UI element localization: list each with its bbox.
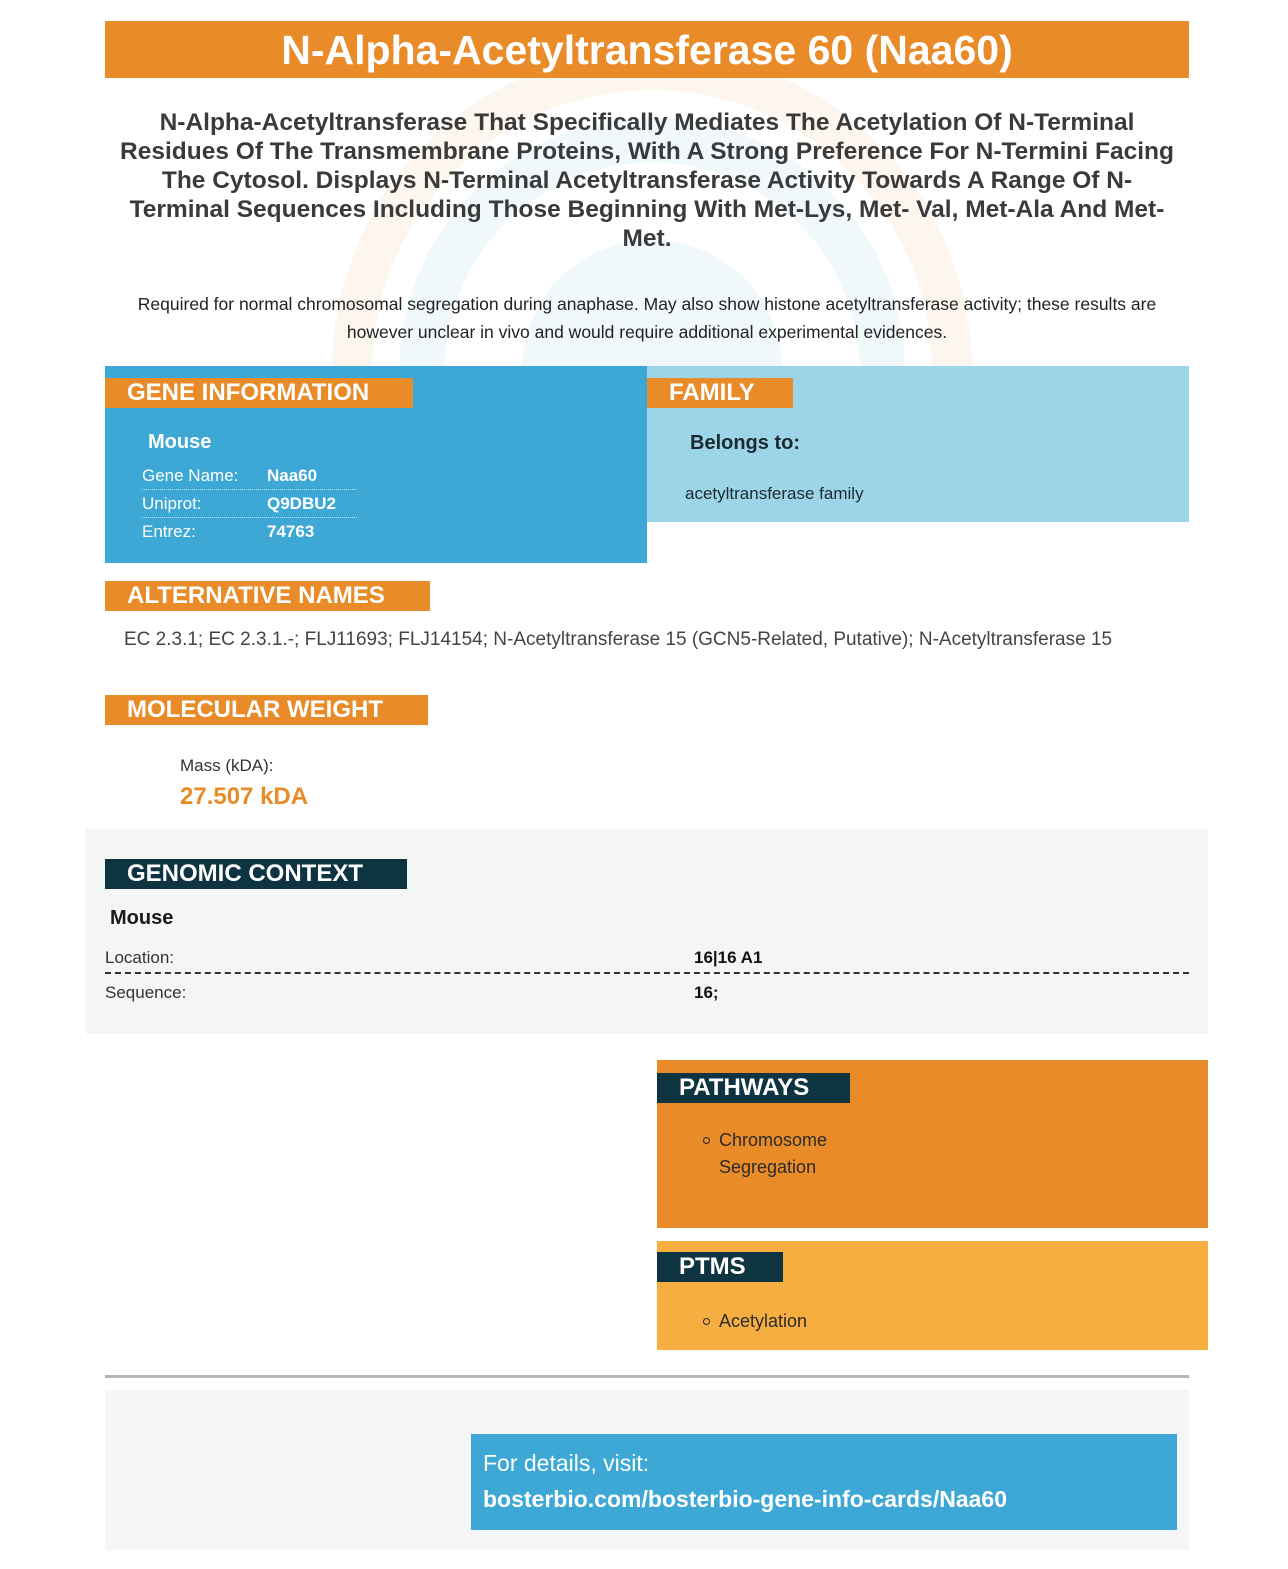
pathway-item: [719, 1127, 869, 1181]
ptms-panel: [657, 1241, 1208, 1350]
circle-bullet-icon: [703, 1137, 710, 1144]
ptms-heading: PTMS: [657, 1252, 783, 1282]
gene-name-value: Naa60: [267, 466, 318, 485]
location-label: Location:: [105, 948, 174, 967]
sequence-row: [105, 979, 1189, 1007]
gene-information-panel: [105, 366, 647, 563]
family-value: acetyltransferase family: [685, 484, 864, 503]
genomic-context-heading: GENOMIC CONTEXT: [105, 859, 407, 889]
location-row: [105, 944, 1189, 974]
protein-function-summary: N-Alpha-Acetyltransferase That Specifically Mediates The Acetylation Of N-Terminal Residues Of The Transmembrane Proteins, With A Strong Preference For N-Termini Facing The Cytosol. Displays N-Terminal Acetyltransferase Activity Towards A Range Of N-Terminal Sequences Including Those Beginning With Met-Lys, Met- Val, Met-Ala And Met-Met.: [120, 109, 1174, 252]
mass-value: 27.507 kDA: [180, 783, 309, 810]
location-value: 16|16 A1: [694, 948, 763, 967]
gene-name-label: Gene Name:: [142, 466, 239, 485]
genomic-species: Mouse: [110, 907, 174, 929]
pathways-heading: PATHWAYS: [657, 1073, 850, 1103]
gene-info-table: [142, 462, 357, 545]
entrez-value: 74763: [267, 522, 315, 541]
ptm-item: [719, 1308, 869, 1335]
alternative-names-heading: ALTERNATIVE NAMES: [105, 581, 430, 611]
uniprot-value: Q9DBU2: [267, 494, 336, 513]
pathway-item-label: Chromosome Segregation: [719, 1130, 828, 1177]
details-link-box[interactable]: [471, 1434, 1177, 1530]
molecular-weight-heading: MOLECULAR WEIGHT: [105, 695, 428, 725]
ptm-item-label: Acetylation: [719, 1311, 808, 1331]
gene-name-row: [142, 462, 357, 490]
details-url-link[interactable]: bosterbio.com/bosterbio-gene-info-cards/Naa60: [483, 1486, 1007, 1512]
circle-bullet-icon: [703, 1318, 710, 1325]
sequence-value: 16;: [694, 983, 719, 1002]
entrez-label: Entrez:: [142, 522, 196, 541]
page-title: N-Alpha-Acetyltransferase 60 (Naa60): [105, 21, 1189, 78]
belongs-to-label: Belongs to:: [690, 432, 800, 454]
protein-description: Required for normal chromosomal segregation during anaphase. May also show histone acetyltransferase activity; these results are however unclear in vivo and would require additional experimental evidences.: [137, 294, 1157, 342]
genomic-context-panel: [86, 829, 1208, 1034]
uniprot-label: Uniprot:: [142, 494, 202, 513]
entrez-row: [142, 518, 357, 545]
family-panel: [647, 366, 1189, 522]
mass-label: Mass (kDA):: [180, 756, 274, 775]
section-divider: [105, 1375, 1189, 1378]
gene-species: Mouse: [148, 431, 212, 453]
gene-information-heading: GENE INFORMATION: [105, 378, 413, 408]
family-heading: FAMILY: [647, 378, 793, 408]
visit-label: For details, visit:: [483, 1450, 650, 1476]
uniprot-row: [142, 490, 357, 518]
pathways-panel: [657, 1060, 1208, 1228]
sequence-label: Sequence:: [105, 983, 187, 1002]
alternative-names-text: EC 2.3.1; EC 2.3.1.-; FLJ11693; FLJ14154; N-Acetyltransferase 15 (GCN5-Related, Putative); N-Acetyltransferase 15: [124, 629, 1113, 650]
